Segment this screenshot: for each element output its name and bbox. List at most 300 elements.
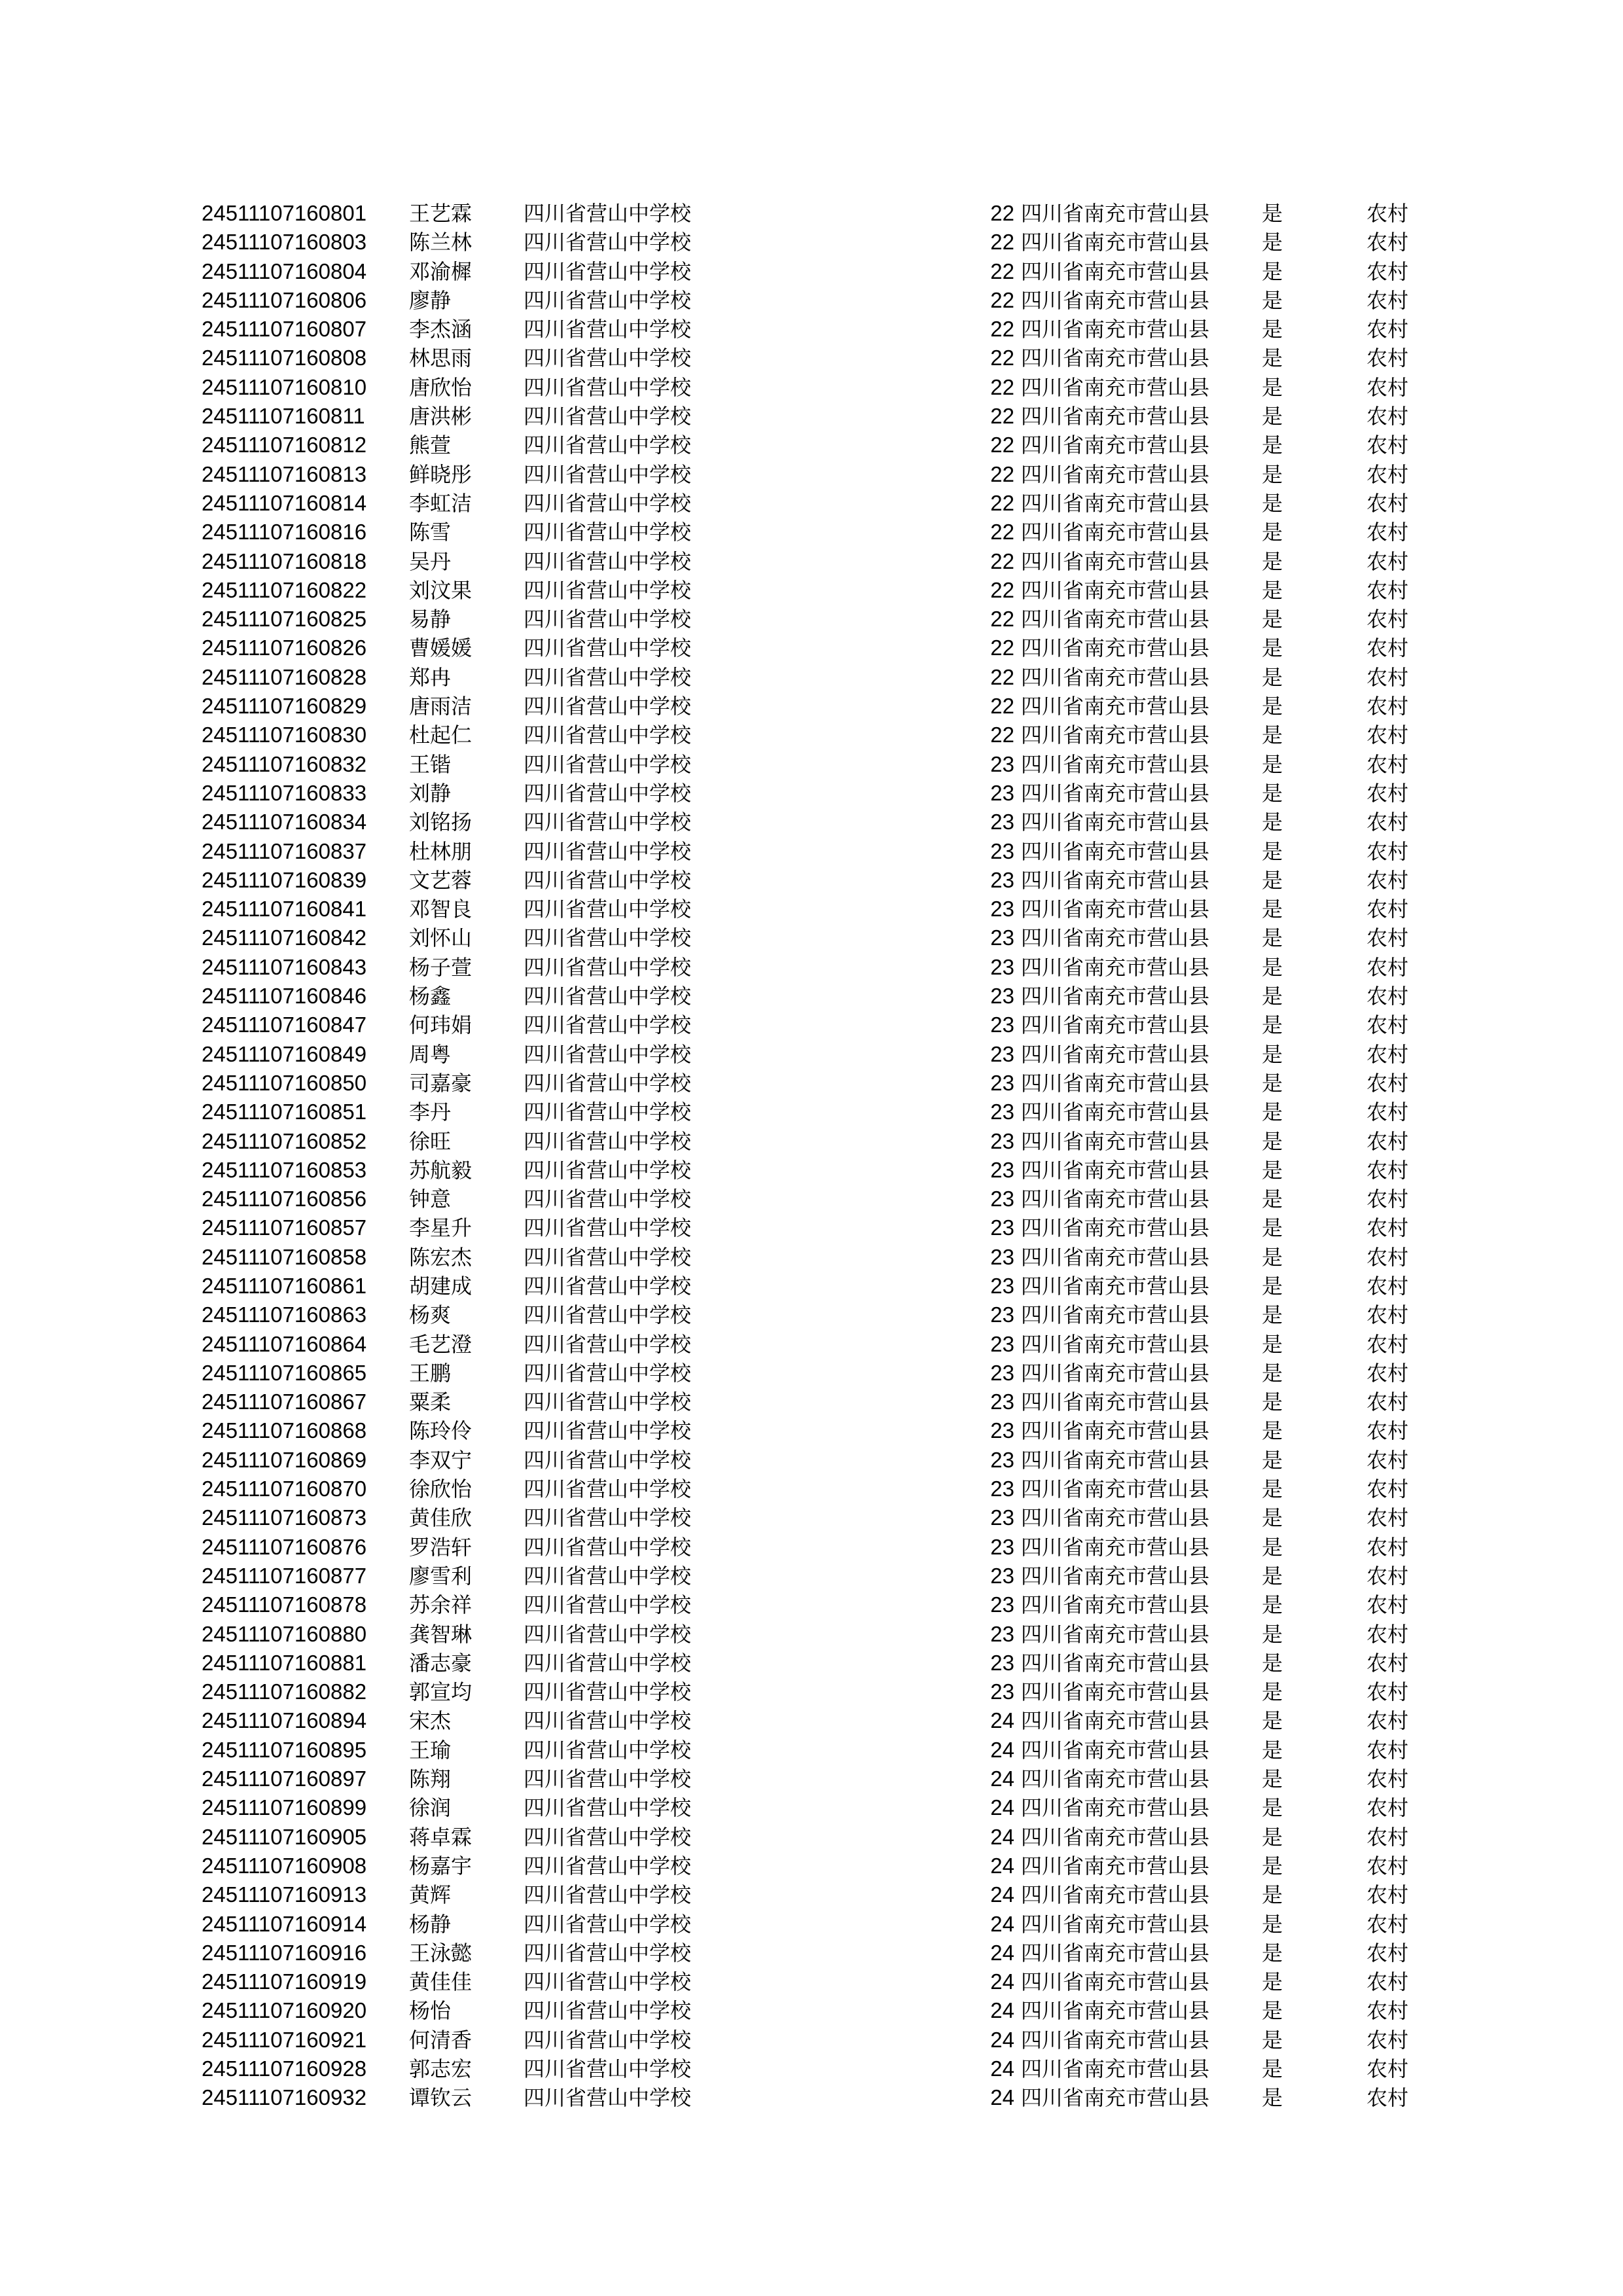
school-cell: 四川省营山中学校 [524,346,692,371]
school-cell: 四川省营山中学校 [524,201,692,226]
region-cell: 四川省南充市营山县 [1021,1187,1210,1212]
area-type-cell: 农村 [1366,346,1409,371]
area-type-cell: 农村 [1366,1853,1409,1878]
region-cell: 四川省南充市营山县 [1021,1331,1210,1357]
region-cell: 四川省南充市营山县 [1021,1070,1210,1096]
flag-cell: 是 [1262,1273,1283,1299]
area-type-cell: 农村 [1366,925,1409,951]
student-name-cell: 刘汶果 [409,577,473,603]
school-cell: 四川省营山中学校 [524,925,692,951]
exam-number-cell: 24511107160932 [202,2085,367,2110]
exam-number-cell: 24511107160842 [202,925,367,950]
flag-cell: 是 [1262,751,1283,777]
table-row [0,1330,1623,1359]
student-name-cell: 熊萱 [409,433,452,458]
school-cell: 四川省营山中学校 [524,1708,692,1734]
table-row [0,1098,1623,1126]
region-cell: 四川省南充市营山县 [1021,810,1210,835]
age-cell: 23 [990,1187,1014,1211]
age-cell: 22 [990,723,1014,747]
exam-number-cell: 24511107160921 [202,2027,367,2052]
flag-cell: 是 [1262,1505,1283,1531]
table-row [0,1503,1623,1532]
table-row [0,1706,1623,1735]
school-cell: 四川省营山中学校 [524,1824,692,1850]
school-cell: 四川省营山中学校 [524,461,692,487]
table-row [0,895,1623,924]
student-name-cell: 鲜晓彤 [409,461,473,487]
flag-cell: 是 [1262,287,1283,313]
school-cell: 四川省营山中学校 [524,2027,692,2053]
table-row [0,315,1623,344]
school-cell: 四川省营山中学校 [524,1853,692,1878]
school-cell: 四川省营山中学校 [524,810,692,835]
age-cell: 23 [990,1302,1014,1327]
area-type-cell: 农村 [1366,374,1409,400]
table-row [0,1300,1623,1329]
student-name-cell: 蒋卓霖 [409,1824,473,1850]
age-cell: 23 [990,897,1014,922]
area-type-cell: 农村 [1366,897,1409,922]
age-cell: 23 [990,1390,1014,1414]
table-row [0,2026,1623,2054]
roster-table [0,199,1623,2113]
age-cell: 22 [990,636,1014,660]
school-cell: 四川省营山中学校 [524,433,692,458]
school-cell: 四川省营山中学校 [524,1360,692,1386]
table-row [0,1823,1623,1852]
region-cell: 四川省南充市营山县 [1021,984,1210,1009]
age-cell: 23 [990,780,1014,805]
school-cell: 四川省营山中学校 [524,548,692,574]
age-cell: 23 [990,1273,1014,1298]
flag-cell: 是 [1262,461,1283,487]
student-name-cell: 钟意 [409,1187,452,1212]
student-name-cell: 刘静 [409,780,452,806]
age-cell: 24 [990,1853,1014,1878]
table-row [0,1765,1623,1793]
age-cell: 24 [990,1969,1014,1994]
area-type-cell: 农村 [1366,1563,1409,1588]
school-cell: 四川省营山中学校 [524,1070,692,1096]
student-name-cell: 李虹洁 [409,490,473,516]
school-cell: 四川省营山中学校 [524,1737,692,1763]
age-cell: 23 [990,1100,1014,1124]
table-row [0,1359,1623,1388]
exam-number-cell: 24511107160810 [202,374,367,399]
region-cell: 四川省南充市营山县 [1021,1302,1210,1328]
student-name-cell: 文艺蓉 [409,867,473,893]
age-cell: 23 [990,867,1014,892]
area-type-cell: 农村 [1366,780,1409,806]
student-name-cell: 杜起仁 [409,723,473,748]
region-cell: 四川省南充市营山县 [1021,1447,1210,1473]
age-cell: 23 [990,1013,1014,1037]
area-type-cell: 农村 [1366,1070,1409,1096]
area-type-cell: 农村 [1366,1708,1409,1734]
flag-cell: 是 [1262,1302,1283,1328]
school-cell: 四川省营山中学校 [524,838,692,864]
exam-number-cell: 24511107160830 [202,723,367,747]
school-cell: 四川省营山中学校 [524,1302,692,1328]
age-cell: 23 [990,984,1014,1009]
student-name-cell: 王艺霖 [409,201,473,226]
student-name-cell: 刘怀山 [409,925,473,951]
region-cell: 四川省南充市营山县 [1021,1911,1210,1937]
region-cell: 四川省南充市营山县 [1021,374,1210,400]
student-name-cell: 宋杰 [409,1708,452,1734]
flag-cell: 是 [1262,433,1283,458]
table-row [0,1793,1623,1822]
flag-cell: 是 [1262,810,1283,835]
exam-number-cell: 24511107160846 [202,984,367,1009]
region-cell: 四川省南充市营山县 [1021,577,1210,603]
area-type-cell: 农村 [1366,1824,1409,1850]
region-cell: 四川省南充市营山县 [1021,201,1210,226]
area-type-cell: 农村 [1366,1621,1409,1647]
student-name-cell: 陈兰林 [409,230,473,255]
area-type-cell: 农村 [1366,1940,1409,1965]
flag-cell: 是 [1262,636,1283,661]
region-cell: 四川省南充市营山县 [1021,636,1210,661]
area-type-cell: 农村 [1366,838,1409,864]
school-cell: 四川省营山中学校 [524,490,692,516]
student-name-cell: 胡建成 [409,1273,473,1299]
student-name-cell: 郭志宏 [409,2056,473,2081]
school-cell: 四川省营山中学校 [524,1940,692,1965]
age-cell: 22 [990,259,1014,283]
flag-cell: 是 [1262,723,1283,748]
exam-number-cell: 24511107160913 [202,1882,367,1907]
region-cell: 四川省南充市营山县 [1021,1767,1210,1792]
student-name-cell: 龚智琳 [409,1621,473,1647]
school-cell: 四川省营山中学校 [524,259,692,284]
flag-cell: 是 [1262,1853,1283,1878]
area-type-cell: 农村 [1366,867,1409,893]
student-name-cell: 黄佳佳 [409,1969,473,1995]
flag-cell: 是 [1262,1360,1283,1386]
exam-number-cell: 24511107160852 [202,1128,367,1153]
school-cell: 四川省营山中学校 [524,1041,692,1067]
school-cell: 四川省营山中学校 [524,577,692,603]
area-type-cell: 农村 [1366,1969,1409,1995]
table-row [0,1475,1623,1503]
flag-cell: 是 [1262,317,1283,342]
region-cell: 四川省南充市营山县 [1021,1621,1210,1647]
flag-cell: 是 [1262,1998,1283,2024]
flag-cell: 是 [1262,1767,1283,1792]
student-name-cell: 陈玲伶 [409,1418,473,1444]
age-cell: 24 [990,1824,1014,1849]
school-cell: 四川省营山中学校 [524,1998,692,2024]
area-type-cell: 农村 [1366,1390,1409,1415]
age-cell: 23 [990,1534,1014,1559]
age-cell: 23 [990,1041,1014,1066]
exam-number-cell: 24511107160804 [202,259,367,283]
region-cell: 四川省南充市营山县 [1021,780,1210,806]
exam-number-cell: 24511107160873 [202,1505,367,1530]
flag-cell: 是 [1262,1940,1283,1965]
school-cell: 四川省营山中学校 [524,1795,692,1821]
area-type-cell: 农村 [1366,201,1409,226]
area-type-cell: 农村 [1366,2027,1409,2053]
exam-number-cell: 24511107160877 [202,1563,367,1588]
age-cell: 24 [990,2056,1014,2081]
age-cell: 23 [990,1563,1014,1588]
student-name-cell: 陈雪 [409,520,452,545]
flag-cell: 是 [1262,2056,1283,2081]
region-cell: 四川省南充市营山县 [1021,954,1210,980]
flag-cell: 是 [1262,1215,1283,1241]
age-cell: 23 [990,1070,1014,1095]
table-row [0,1011,1623,1039]
table-row [0,808,1623,836]
age-cell: 22 [990,230,1014,255]
exam-number-cell: 24511107160895 [202,1737,367,1762]
school-cell: 四川省营山中学校 [524,1477,692,1502]
region-cell: 四川省南充市营山县 [1021,2056,1210,2081]
region-cell: 四川省南充市营山县 [1021,1853,1210,1878]
age-cell: 23 [990,1505,1014,1530]
area-type-cell: 农村 [1366,1534,1409,1560]
area-type-cell: 农村 [1366,230,1409,255]
student-name-cell: 唐雨洁 [409,694,473,719]
school-cell: 四川省营山中学校 [524,1679,692,1705]
age-cell: 22 [990,490,1014,515]
student-name-cell: 徐润 [409,1795,452,1821]
age-cell: 23 [990,954,1014,979]
table-row [0,1243,1623,1272]
school-cell: 四川省营山中学校 [524,664,692,690]
area-type-cell: 农村 [1366,1013,1409,1038]
exam-number-cell: 24511107160858 [202,1244,367,1269]
region-cell: 四川省南充市营山县 [1021,317,1210,342]
school-cell: 四川省营山中学校 [524,1911,692,1937]
flag-cell: 是 [1262,925,1283,951]
flag-cell: 是 [1262,548,1283,574]
exam-number-cell: 24511107160847 [202,1013,367,1037]
age-cell: 22 [990,461,1014,486]
area-type-cell: 农村 [1366,1302,1409,1328]
exam-number-cell: 24511107160899 [202,1795,367,1820]
table-row [0,837,1623,866]
exam-number-cell: 24511107160814 [202,490,367,515]
school-cell: 四川省营山中学校 [524,1534,692,1560]
age-cell: 22 [990,317,1014,342]
flag-cell: 是 [1262,2027,1283,2053]
table-row [0,402,1623,431]
school-cell: 四川省营山中学校 [524,723,692,748]
table-row [0,1880,1623,1909]
age-cell: 22 [990,520,1014,545]
region-cell: 四川省南充市营山县 [1021,1244,1210,1270]
table-row [0,1127,1623,1156]
table-row [0,779,1623,808]
region-cell: 四川省南充市营山县 [1021,1650,1210,1676]
region-cell: 四川省南充市营山县 [1021,694,1210,719]
area-type-cell: 农村 [1366,1795,1409,1821]
region-cell: 四川省南充市营山县 [1021,1940,1210,1965]
area-type-cell: 农村 [1366,1882,1409,1908]
exam-number-cell: 24511107160826 [202,636,367,660]
table-row [0,1069,1623,1098]
age-cell: 23 [990,810,1014,834]
table-row [0,2054,1623,2083]
table-row [0,1040,1623,1069]
exam-number-cell: 24511107160807 [202,317,367,342]
student-name-cell: 李双宁 [409,1447,473,1473]
flag-cell: 是 [1262,1100,1283,1125]
flag-cell: 是 [1262,1157,1283,1183]
student-name-cell: 邓渝樨 [409,259,473,284]
age-cell: 23 [990,1477,1014,1501]
exam-number-cell: 24511107160808 [202,346,367,370]
table-row [0,1416,1623,1445]
region-cell: 四川省南充市营山县 [1021,2027,1210,2053]
flag-cell: 是 [1262,1563,1283,1588]
flag-cell: 是 [1262,1708,1283,1734]
student-name-cell: 苏航毅 [409,1157,473,1183]
exam-number-cell: 24511107160816 [202,520,367,545]
region-cell: 四川省南充市营山县 [1021,1824,1210,1850]
student-name-cell: 苏余祥 [409,1592,473,1618]
area-type-cell: 农村 [1366,1911,1409,1937]
flag-cell: 是 [1262,1128,1283,1154]
age-cell: 24 [990,1767,1014,1791]
student-name-cell: 王瑜 [409,1737,452,1763]
school-cell: 四川省营山中学校 [524,1215,692,1241]
age-cell: 23 [990,1128,1014,1153]
region-cell: 四川省南充市营山县 [1021,1273,1210,1299]
area-type-cell: 农村 [1366,694,1409,719]
student-name-cell: 潘志豪 [409,1650,473,1676]
school-cell: 四川省营山中学校 [524,1100,692,1125]
table-row [0,1533,1623,1562]
area-type-cell: 农村 [1366,1244,1409,1270]
student-name-cell: 王锴 [409,751,452,777]
exam-number-cell: 24511107160869 [202,1447,367,1472]
flag-cell: 是 [1262,1969,1283,1995]
exam-number-cell: 24511107160812 [202,433,367,457]
exam-number-cell: 24511107160834 [202,810,367,834]
school-cell: 四川省营山中学校 [524,751,692,777]
exam-number-cell: 24511107160811 [202,404,365,429]
student-name-cell: 杨爽 [409,1302,452,1328]
region-cell: 四川省南充市营山县 [1021,1534,1210,1560]
region-cell: 四川省南充市营山县 [1021,1708,1210,1734]
age-cell: 23 [990,1331,1014,1356]
flag-cell: 是 [1262,1477,1283,1502]
region-cell: 四川省南充市营山县 [1021,287,1210,313]
exam-number-cell: 24511107160870 [202,1477,367,1501]
area-type-cell: 农村 [1366,287,1409,313]
student-name-cell: 黄佳欣 [409,1505,473,1531]
region-cell: 四川省南充市营山县 [1021,664,1210,690]
exam-number-cell: 24511107160861 [202,1273,367,1298]
age-cell: 23 [990,1360,1014,1385]
exam-number-cell: 24511107160914 [202,1911,367,1936]
area-type-cell: 农村 [1366,723,1409,748]
exam-number-cell: 24511107160822 [202,577,367,602]
exam-number-cell: 24511107160837 [202,838,367,863]
region-cell: 四川省南充市营山县 [1021,897,1210,922]
student-name-cell: 廖雪利 [409,1563,473,1588]
school-cell: 四川省营山中学校 [524,1592,692,1618]
flag-cell: 是 [1262,1447,1283,1473]
exam-number-cell: 24511107160839 [202,867,367,892]
table-row [0,953,1623,982]
school-cell: 四川省营山中学校 [524,1505,692,1531]
flag-cell: 是 [1262,1390,1283,1415]
age-cell: 22 [990,607,1014,632]
school-cell: 四川省营山中学校 [524,897,692,922]
age-cell: 24 [990,1940,1014,1965]
age-cell: 22 [990,346,1014,370]
school-cell: 四川省营山中学校 [524,636,692,661]
flag-cell: 是 [1262,1331,1283,1357]
area-type-cell: 农村 [1366,636,1409,661]
area-type-cell: 农村 [1366,259,1409,284]
region-cell: 四川省南充市营山县 [1021,1563,1210,1588]
exam-number-cell: 24511107160825 [202,607,367,632]
table-row [0,1852,1623,1880]
table-row [0,1620,1623,1649]
exam-number-cell: 24511107160850 [202,1070,367,1095]
region-cell: 四川省南充市营山县 [1021,461,1210,487]
region-cell: 四川省南充市营山县 [1021,1969,1210,1995]
table-row [0,1910,1623,1939]
exam-number-cell: 24511107160882 [202,1679,367,1704]
age-cell: 22 [990,664,1014,689]
age-cell: 22 [990,548,1014,573]
area-type-cell: 农村 [1366,461,1409,487]
exam-number-cell: 24511107160833 [202,780,367,805]
student-name-cell: 王泳懿 [409,1940,473,1965]
table-row [0,1677,1623,1706]
flag-cell: 是 [1262,520,1283,545]
exam-number-cell: 24511107160849 [202,1041,367,1066]
age-cell: 22 [990,433,1014,457]
age-cell: 24 [990,1882,1014,1907]
school-cell: 四川省营山中学校 [524,230,692,255]
table-row [0,547,1623,576]
flag-cell: 是 [1262,1824,1283,1850]
area-type-cell: 农村 [1366,751,1409,777]
exam-number-cell: 24511107160857 [202,1215,367,1240]
region-cell: 四川省南充市营山县 [1021,1041,1210,1067]
table-row [0,257,1623,286]
flag-cell: 是 [1262,201,1283,226]
student-name-cell: 杨鑫 [409,984,452,1009]
flag-cell: 是 [1262,1013,1283,1038]
region-cell: 四川省南充市营山县 [1021,1679,1210,1705]
school-cell: 四川省营山中学校 [524,374,692,400]
age-cell: 22 [990,287,1014,312]
area-type-cell: 农村 [1366,1215,1409,1241]
age-cell: 24 [990,1911,1014,1936]
flag-cell: 是 [1262,1418,1283,1444]
region-cell: 四川省南充市营山县 [1021,1100,1210,1125]
school-cell: 四川省营山中学校 [524,1650,692,1676]
exam-number-cell: 24511107160828 [202,664,367,689]
student-name-cell: 易静 [409,607,452,632]
region-cell: 四川省南充市营山县 [1021,1360,1210,1386]
student-name-cell: 邓智良 [409,897,473,922]
flag-cell: 是 [1262,838,1283,864]
exam-number-cell: 24511107160916 [202,1940,367,1965]
age-cell: 24 [990,2085,1014,2110]
student-name-cell: 黄辉 [409,1882,452,1908]
